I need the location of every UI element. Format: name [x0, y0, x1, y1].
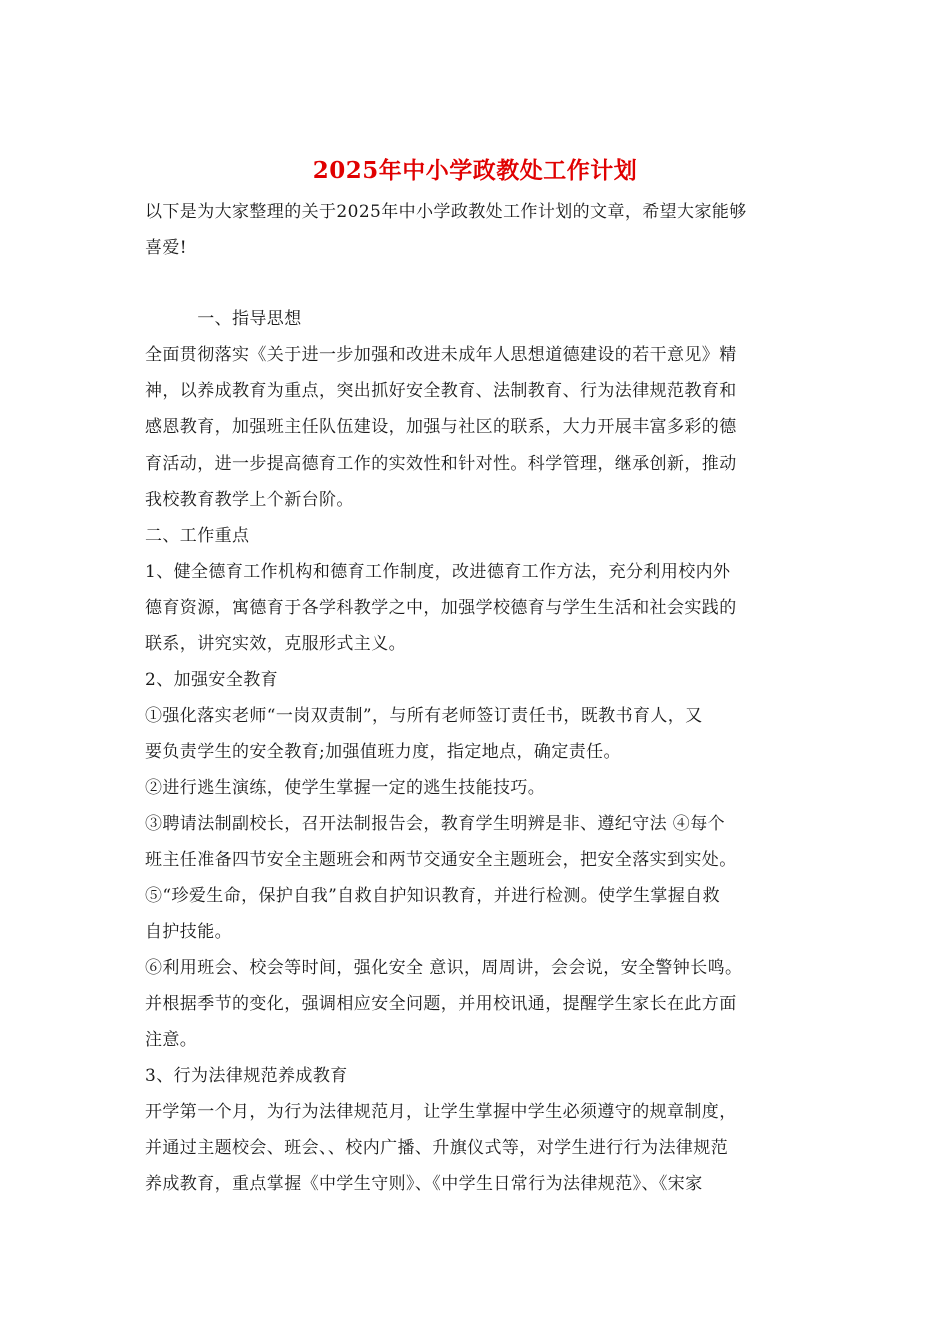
subsection-heading: 2、加强安全教育: [145, 670, 279, 690]
paragraph-line: 并通过主题校会、班会、、校内广播、升旗仪式等，对学生进行行为法律规范: [145, 1138, 729, 1158]
paragraph-line: 开学第一个月，为行为法律规范月，让学生掌握中学生必须遵守的规章制度，: [145, 1102, 737, 1122]
paragraph-line: 养成教育，重点掌握《中学生守则》、《中学生日常行为法律规范》、《宋家: [145, 1174, 703, 1194]
paragraph-line: 我校教育教学上个新台阶。: [145, 490, 354, 510]
paragraph-line: 全面贯彻落实《关于进一步加强和改进未成年人思想道德建设的若干意见》精: [145, 345, 737, 365]
paragraph-line: ⑥利用班会、校会等时间，强化安全 意识，周周讲，会会说，安全警钟长鸣。: [145, 958, 743, 978]
paragraph-line: ⑤“珍爱生命，保护自我”自救自护知识教育，并进行检测。使学生掌握自救: [145, 886, 720, 906]
paragraph-line: ③聘请法制副校长，召开法制报告会，教育学生明辨是非、遵纪守法 ④每个: [145, 814, 726, 834]
paragraph-line: 喜爱!: [145, 238, 188, 258]
paragraph-line: 并根据季节的变化，强调相应安全问题，并用校讯通，提醒学生家长在此方面: [145, 994, 737, 1014]
paragraph-line: 联系，讲究实效，克服形式主义。: [145, 634, 406, 654]
paragraph-line: 以下是为大家整理的关于2025年中小学政教处工作计划的文章，希望大家能够: [145, 202, 747, 222]
paragraph-line: 自护技能。: [145, 922, 232, 942]
subsection-heading: 3、行为法律规范养成教育: [145, 1066, 348, 1086]
section-heading: 一、指导思想: [145, 309, 302, 329]
paragraph-line: 感恩教育，加强班主任队伍建设，加强与社区的联系，大力开展丰富多彩的德: [145, 417, 737, 437]
paragraph-line: ②进行逃生演练，使学生掌握一定的逃生技能技巧。: [145, 778, 546, 798]
paragraph-line: ①强化落实老师“一岗双责制”，与所有老师签订责任书，既教书育人，又: [145, 706, 703, 726]
paragraph-line: 注意。: [145, 1030, 198, 1050]
paragraph-line: 班主任准备四节安全主题班会和两节交通安全主题班会，把安全落实到实处。: [145, 850, 737, 870]
section-heading: 二、工作重点: [145, 526, 250, 546]
paragraph-line: 要负责学生的安全教育;加强值班力度，指定地点，确定责任。: [145, 742, 621, 762]
document-title: 2025年中小学政教处工作计划: [312, 157, 638, 184]
paragraph-line: 神，以养成教育为重点，突出抓好安全教育、法制教育、行为法律规范教育和: [145, 381, 737, 401]
paragraph-line: 德育资源，寓德育于各学科教学之中，加强学校德育与学生生活和社会实践的: [145, 598, 737, 618]
paragraph-line: 1、健全德育工作机构和德育工作制度，改进德育工作方法，充分利用校内外: [145, 562, 731, 582]
paragraph-line: 育活动，进一步提高德育工作的实效性和针对性。科学管理，继承创新，推动: [145, 454, 737, 474]
